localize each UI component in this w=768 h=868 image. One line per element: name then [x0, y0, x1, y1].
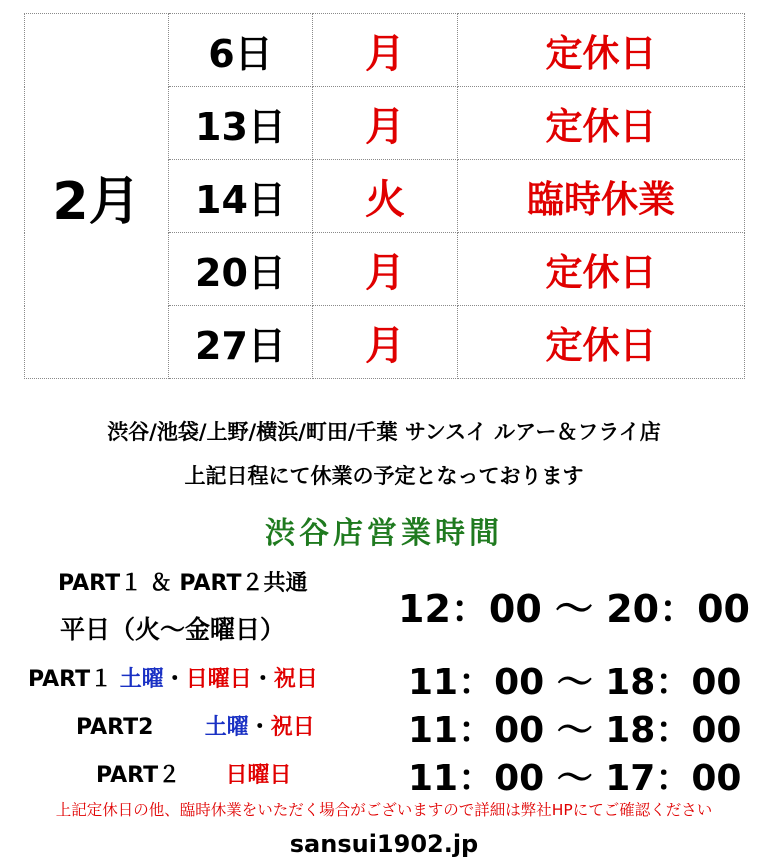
sunday-text: 日曜日 — [225, 763, 292, 788]
day-cell: 6日 — [169, 14, 313, 87]
day-cell: 27日 — [169, 306, 313, 379]
part2b-time: 11：00 〜 17：00 — [408, 758, 742, 799]
weekday-cell: 火 — [313, 160, 458, 233]
weekday-cell: 月 — [313, 233, 458, 306]
common-label: PART１ ＆ PART２共通 — [58, 571, 308, 596]
saturday-text: 土曜 — [119, 667, 164, 692]
weekday-cell: 月 — [313, 87, 458, 160]
month-cell: 2月 — [25, 14, 169, 379]
day-cell: 20日 — [169, 233, 313, 306]
separator: ・ — [248, 715, 271, 740]
weekday-cell: 月 — [313, 14, 458, 87]
day-cell: 14日 — [169, 160, 313, 233]
separator: ・ — [163, 667, 186, 692]
part1-time: 11：00 〜 18：00 — [408, 662, 742, 703]
holiday-text: 祝日 — [270, 715, 315, 740]
status-cell: 定休日 — [458, 87, 745, 160]
part2-time: 11：00 〜 18：00 — [408, 710, 742, 751]
separator: ・ — [251, 667, 274, 692]
part2-prefix: PART2 — [76, 715, 154, 740]
holiday-text: 祝日 — [273, 667, 318, 692]
sunday-text: 日曜日 — [185, 667, 252, 692]
part2b-label — [96, 758, 291, 789]
status-cell: 臨時休業 — [458, 160, 745, 233]
part1-label — [28, 662, 318, 693]
closure-schedule-table — [24, 13, 745, 379]
status-cell: 定休日 — [458, 306, 745, 379]
weekday-cell: 月 — [313, 306, 458, 379]
weekday-label: 平日（火〜金曜日） — [60, 615, 286, 644]
part1-prefix: PART１ — [28, 667, 113, 692]
footer-note: 上記定休日の他、臨時休業をいただく場合がございますので詳細は弊社HPにてご確認ください — [55, 801, 713, 819]
stores-notice: 渋谷/池袋/上野/横浜/町田/千葉 サンスイ ルアー＆フライ店 — [107, 420, 661, 444]
weekday-time: 12：00 〜 20：00 — [398, 587, 750, 631]
day-cell: 13日 — [169, 87, 313, 160]
closure-notice: 上記日程にて休業の予定となっております — [184, 464, 584, 488]
website-url[interactable]: sansui1902.jp — [289, 830, 479, 858]
status-cell: 定休日 — [458, 233, 745, 306]
saturday-text: 土曜 — [204, 715, 249, 740]
part2-label — [76, 710, 315, 741]
hours-title: 渋谷店営業時間 — [265, 516, 503, 551]
schedule-row — [25, 14, 745, 87]
status-cell: 定休日 — [458, 14, 745, 87]
part2b-prefix: PART２ — [96, 763, 181, 788]
